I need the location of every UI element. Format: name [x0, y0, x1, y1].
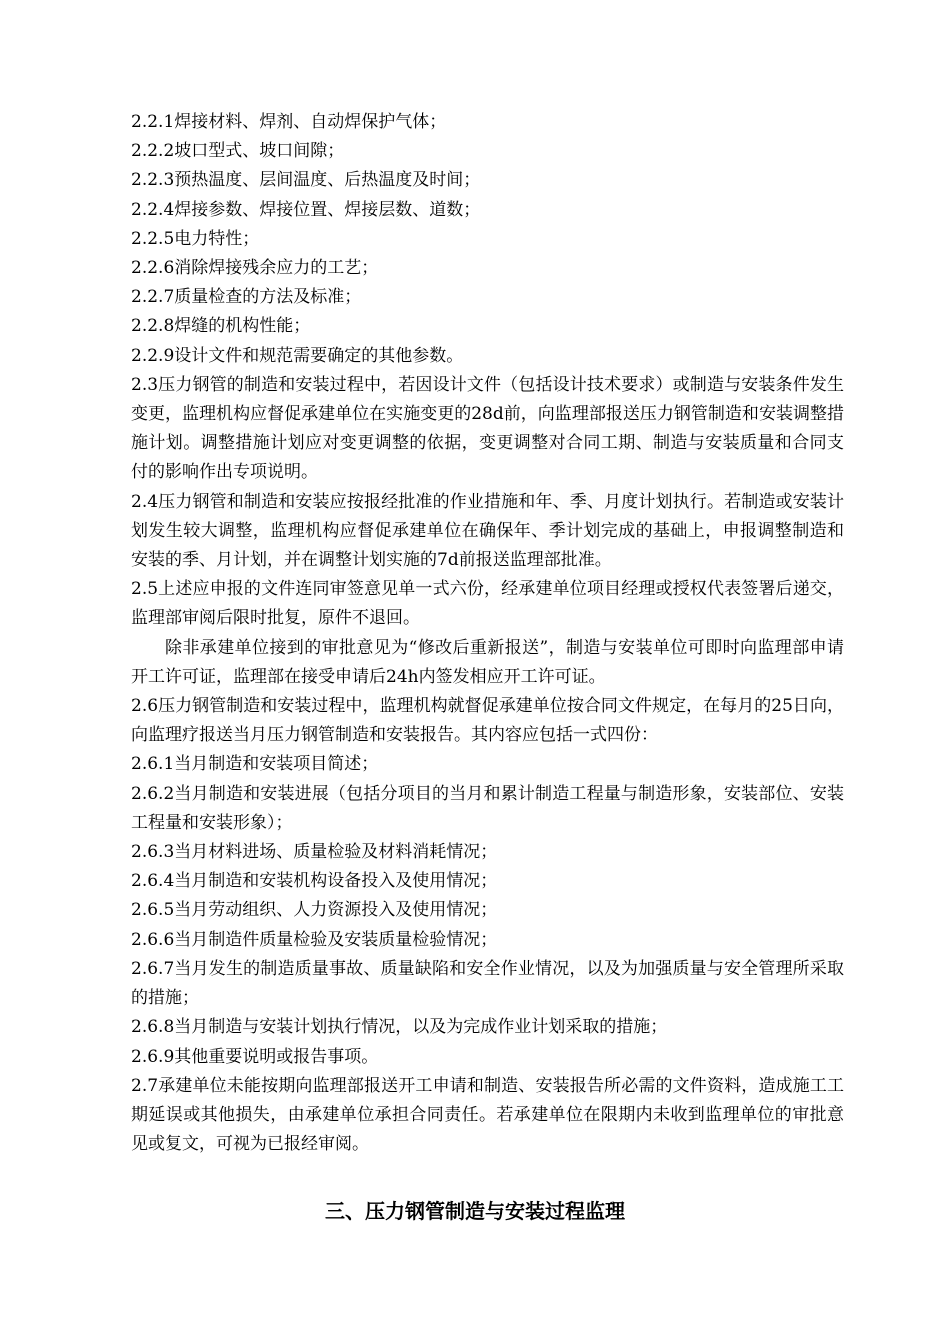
- paragraph: 2.2.2坡口型式、坡口间隙；: [131, 141, 345, 162]
- paragraph: 2.6.2当月制造和安装进展（包括分项目的当月和累计制造工程量与制造形象，安装部位、安装工程量和安装形象）；: [131, 783, 844, 833]
- paragraph: 2.2.6消除焊接残余应力的工艺；: [131, 258, 379, 279]
- paragraph: 2.4压力钢管和制造和安装应按报经批准的作业措施和年、季、月度计划执行。若制造或安装计划发生较大调整，监理机构应督促承建单位在确保年、季计划完成的基础上，申报调整制造和安装的季、月计划，并在调整计划实施的7d前报送监理部批准。: [131, 491, 844, 571]
- document-body: [131, 108, 844, 1159]
- paragraph: 2.2.4焊接参数、焊接位置、焊接层数、道数；: [131, 199, 481, 220]
- paragraph: 2.5上述应申报的文件连同审签意见单一式六份，经承建单位项目经理或授权代表签署后递交，监理部审阅后限时批复，原件不退回。: [131, 579, 844, 629]
- paragraph: 2.6.9其他重要说明或报告事项。: [131, 1046, 379, 1067]
- paragraph: 2.2.7质量检查的方法及标准；: [131, 287, 362, 308]
- paragraph: 2.6.5当月劳动组织、人力资源投入及使用情况；: [131, 900, 498, 921]
- paragraph: 2.3压力钢管的制造和安装过程中，若因设计文件（包括设计技术要求）或制造与安装条件发生变更，监理机构应督促承建单位在实施变更的28d前，向监理部报送压力钢管制造和安装调整措施计划。调整措施计划应对变更调整的依据，变更调整对合同工期、制造与安装质量和合同支付的影响作出专项说明。: [131, 374, 844, 483]
- paragraph: 2.6.7当月发生的制造质量事故、质量缺陷和安全作业情况，以及为加强质量与安全管理所采取的措施；: [131, 958, 844, 1009]
- paragraph: 除非承建单位接到的审批意见为“修改后重新报送”，制造与安装单位可即时向监理部申请开工许可证，监理部在接受申请后24h内签发相应开工许可证。: [131, 637, 844, 687]
- paragraph: 2.6.8当月制造与安装计划执行情况，以及为完成作业计划采取的措施；: [131, 1017, 668, 1038]
- paragraph: 2.2.3预热温度、层间温度、后热温度及时间；: [131, 170, 481, 191]
- paragraph: 2.2.9设计文件和规范需要确定的其他参数。: [131, 345, 464, 366]
- paragraph: 2.2.5电力特性；: [131, 228, 260, 249]
- paragraph: 2.6压力钢管制造和安装过程中，监理机构就督促承建单位按合同文件规定，在每月的25日向，向监理疗报送当月压力钢管制造和安装报告。其内容应包括一式四份：: [131, 696, 844, 746]
- paragraph: 2.7承建单位未能按期向监理部报送开工申请和制造、安装报告所必需的文件资料，造成施工工期延误或其他损失，由承建单位承担合同责任。若承建单位在限期内未收到监理单位的审批意见或复文，可视为已报经审阅。: [131, 1075, 844, 1155]
- paragraph: 2.6.3当月材料进场、质量检验及材料消耗情况；: [131, 842, 498, 863]
- paragraph: 2.2.8焊缝的机构性能；: [131, 316, 311, 337]
- section-heading: 三、压力钢管制造与安装过程监理: [325, 1199, 625, 1223]
- paragraph: 2.6.6当月制造件质量检验及安装质量检验情况；: [131, 929, 498, 950]
- paragraph: 2.2.1焊接材料、焊剂、自动焊保护气体；: [131, 112, 447, 132]
- paragraph: 2.6.1当月制造和安装项目简述；: [131, 754, 379, 775]
- paragraph: 2.6.4当月制造和安装机构设备投入及使用情况；: [131, 871, 498, 892]
